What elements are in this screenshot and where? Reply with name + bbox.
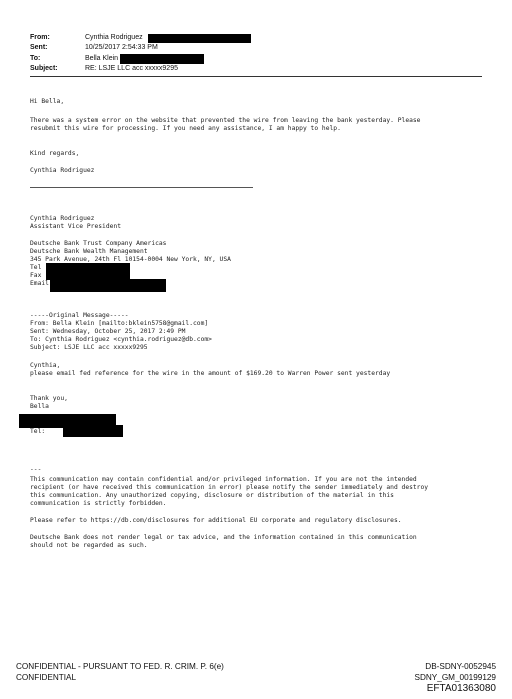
disclaimer-dashes: ---: [30, 466, 42, 473]
signature-company: Deutsche Bank Wealth Management: [30, 248, 148, 255]
signature-divider: [30, 187, 253, 188]
signature-title: Assistant Vice President: [30, 223, 121, 230]
header-divider: [30, 76, 482, 77]
redaction-bar: [50, 279, 166, 292]
from-value: Cynthia Rodriguez: [85, 34, 143, 41]
subject-label: Subject:: [30, 65, 58, 72]
disclaimer-line: this communication. Any unauthorized copying, disclosure or distribution of the material in this: [30, 492, 394, 499]
disclaimer-line: Please refer to https://db.com/disclosures for additional EU corporate and regulatory disclosures.: [30, 517, 402, 524]
redaction-bar: [46, 263, 130, 280]
disclaimer-line: recipient (or have received this communication in error) please notify the sender immediately and destroy: [30, 484, 429, 491]
signature-fax: Fax: [30, 272, 42, 279]
sender-name: Cynthia Rodriguez: [30, 167, 95, 174]
from-label: From:: [30, 34, 50, 41]
signature-tel: Tel: [30, 264, 42, 271]
subject-value: RE: LSJE LLC acc xxxxx9295: [85, 65, 178, 72]
original-thanks: Thank you,: [30, 395, 68, 402]
original-message: please email fed reference for the wire in the amount of $169.20 to Warren Power sent yesterday: [30, 370, 391, 377]
to-value: Bella Klein: [85, 55, 119, 62]
signature-address: 345 Park Avenue, 24th Fl 10154-0004 New York, NY, USA: [30, 256, 231, 263]
original-from: From: Bella Klein [mailto:bklein5758@gmail.com]: [30, 320, 209, 327]
footer-bates-efta: EFTA01363080: [426, 683, 496, 694]
greeting: Hi Bella,: [30, 98, 65, 105]
disclaimer-line: communication is strictly forbidden.: [30, 500, 167, 507]
original-tel: Tel:: [30, 428, 46, 435]
original-signoff: Bella: [30, 403, 49, 410]
disclaimer-line: Deutsche Bank does not render legal or tax advice, and the information contained in this communication: [30, 534, 417, 541]
body-line: There was a system error on the website that prevented the wire from leaving the bank yesterday. Please: [30, 117, 421, 124]
footer-confidential-notice: CONFIDENTIAL - PURSUANT TO FED. R. CRIM. P. 6(e): [16, 662, 224, 671]
signature-company: Deutsche Bank Trust Company Americas: [30, 240, 167, 247]
body-line: resubmit this wire for processing. If you need any assistance, I am happy to help.: [30, 125, 341, 132]
original-subject: Subject: LSJE LLC acc xxxxx9295: [30, 344, 148, 351]
original-sent: Sent: Wednesday, October 25, 2017 2:49 PM: [30, 328, 186, 335]
sent-value: 10/25/2017 2:54:33 PM: [85, 44, 158, 51]
signature-email: Email: [30, 280, 49, 287]
sent-label: Sent:: [30, 44, 48, 51]
disclaimer-line: should not be regarded as such.: [30, 542, 148, 549]
original-to: To: Cynthia Rodriguez <cynthia.rodriguez@db.com>: [30, 336, 212, 343]
redaction-bar: [120, 54, 204, 64]
redaction-bar: [148, 34, 251, 43]
footer-bates-sdny: SDNY_GM_00199129: [414, 673, 496, 682]
disclaimer-line: This communication may contain confidential and/or privileged information. If you are not the intended: [30, 476, 417, 483]
to-label: To:: [30, 55, 41, 62]
original-divider: -----Original Message-----: [30, 312, 129, 319]
redaction-bar: [63, 425, 123, 437]
original-salutation: Cynthia,: [30, 362, 61, 369]
closing: Kind regards,: [30, 150, 80, 157]
footer-confidential: CONFIDENTIAL: [16, 673, 77, 682]
signature-name: Cynthia Rodriguez: [30, 215, 95, 222]
footer-bates-db: DB-SDNY-0052945: [425, 662, 496, 671]
